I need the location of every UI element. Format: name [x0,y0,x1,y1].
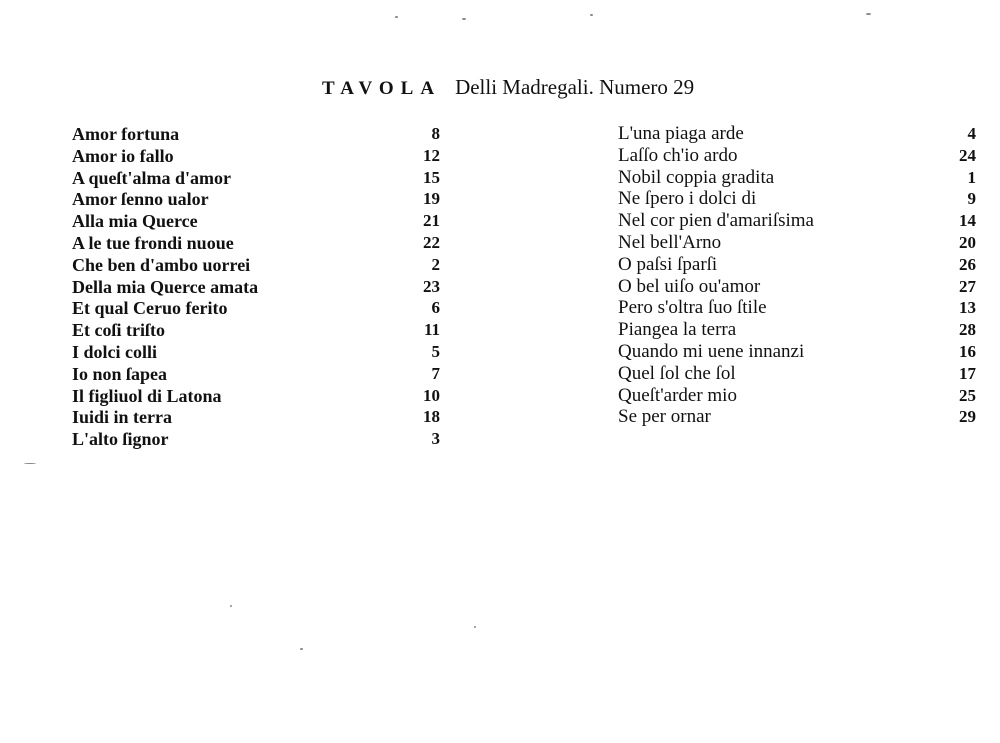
entry-title: Piangea la terra [618,319,737,341]
entry-title: Iuidi in terra [72,407,173,428]
entry-title: L'una piaga arde [618,123,744,144]
entry-title: Nobil coppia gradita [618,166,775,188]
index-entry [72,210,440,232]
entry-title: Nel cor pien d'amariſsima [618,210,814,232]
entry-number: 9 [967,189,976,209]
print-speck [300,648,303,650]
page-heading [322,74,694,102]
entry-number: 23 [423,276,440,296]
index-entry [72,167,440,189]
entry-number: 18 [423,407,440,427]
entry-number: 29 [959,407,976,427]
index-entry [72,145,440,167]
entry-title: Il figliuol di Latona [72,385,222,406]
index-entry [72,254,440,276]
index-entry [618,341,976,363]
entry-title: Quel ſol che ſol [618,362,736,384]
entry-number: 7 [431,363,440,383]
print-speck [866,13,871,15]
entry-number: 14 [959,211,976,231]
entry-title: Nel bell'Arno [618,231,722,253]
index-entry [618,297,976,319]
index-entry [618,210,976,232]
entry-number: 24 [959,145,976,165]
index-entry [72,406,440,428]
entry-title: Se per ornar [618,406,711,428]
entry-number: 27 [959,276,976,296]
entry-number: 5 [431,341,440,361]
entry-number: 17 [959,363,976,383]
entry-number: 15 [423,167,440,187]
index-entry [72,319,440,341]
entry-title: Pero s'oltra ſuo ſtile [618,297,767,319]
entry-title: Amor fortuna [72,124,180,144]
left-index-column [72,123,440,450]
index-entry [72,297,440,319]
entry-title: L'alto ſignor [72,429,169,450]
heading-subtitle: Delli Madregali. Numero 29 [455,75,695,99]
index-entry [618,319,976,341]
print-speck [590,14,593,16]
entry-number: 6 [431,298,440,318]
entry-title: O bel uiſo ou'amor [618,275,761,297]
entry-title: A le tue frondi nuoue [72,232,234,253]
entry-number: 12 [423,145,440,165]
index-entry [618,145,976,167]
entry-title: Della mia Querce amata [72,276,259,297]
index-entry [72,232,440,254]
entry-title: I dolci colli [72,341,157,362]
entry-title: Alla mia Querce [72,211,198,232]
index-entry [618,232,976,254]
index-entry [72,276,440,298]
index-entry [72,428,440,450]
index-entry [618,188,976,210]
entry-number: 3 [431,429,440,449]
print-speck [395,16,398,18]
entry-number: 25 [959,385,976,405]
entry-title: Et qual Ceruo ferito [72,298,228,319]
entry-number: 4 [967,124,976,143]
entry-title: Io non ſapea [72,363,168,384]
index-entry [618,406,976,428]
index-entry [618,123,976,145]
print-speck [230,605,232,607]
entry-title: Amor ſenno ualor [72,189,209,210]
entry-title: Che ben d'ambo uorrei [72,254,251,275]
entry-title: Queſt'arder mio [618,384,737,406]
entry-number: 26 [959,254,976,274]
heading-word: TAVOLA [322,78,442,99]
entry-number: 21 [423,211,440,231]
entry-number: 8 [431,124,440,143]
index-entry [618,254,976,276]
index-entry [618,363,976,385]
right-index-column [618,123,976,428]
entry-title: O paſsi ſparſi [618,253,718,275]
entry-number: 10 [423,385,440,405]
entry-number: 2 [431,254,440,274]
entry-number: 13 [959,298,976,318]
entry-title: A queſt'alma d'amor [72,167,232,188]
entry-number: 22 [423,232,440,252]
entry-number: 16 [959,341,976,361]
index-entry [72,341,440,363]
entry-number: 28 [959,320,976,340]
entry-title: Quando mi uene innanzi [618,340,805,362]
index-entry [72,123,440,145]
entry-title: Amor io fallo [72,145,174,166]
index-entry [72,188,440,210]
index-entry [618,385,976,407]
entry-number: 20 [959,232,976,252]
index-entry [618,167,976,189]
entry-title: Ne ſpero i dolci di [618,188,757,210]
entry-number: 11 [423,320,440,340]
print-speck [474,626,476,628]
print-speck [462,18,466,20]
index-entry [618,276,976,298]
index-entry [72,385,440,407]
index-entry [72,363,440,385]
entry-title: Et coſi triſto [72,320,165,341]
entry-title: Laſſo ch'io ardo [618,144,738,166]
entry-number: 1 [967,167,976,187]
print-speck [24,463,36,464]
entry-number: 19 [423,189,440,209]
